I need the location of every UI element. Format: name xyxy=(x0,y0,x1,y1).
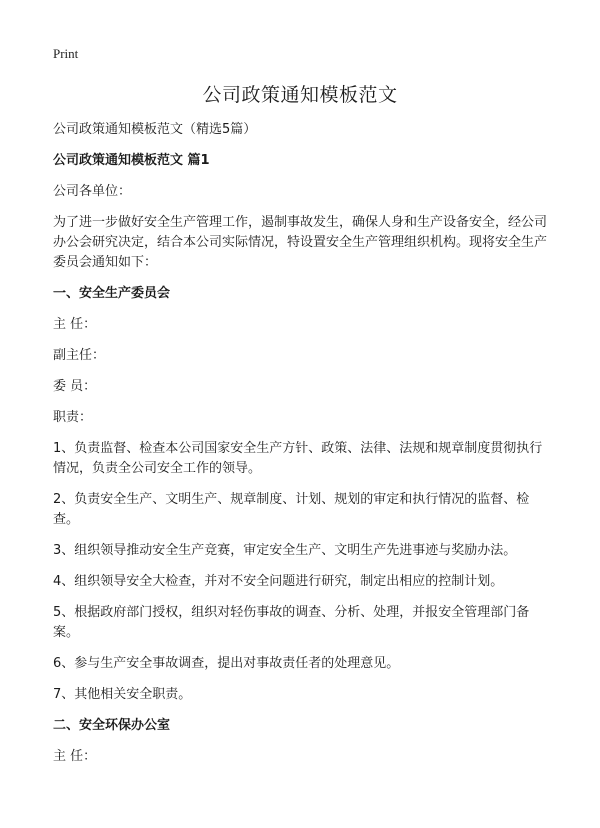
duty-item: 7、其他相关安全职责。 xyxy=(53,687,192,702)
page-title: 公司政策通知模板范文 xyxy=(202,84,398,106)
section-heading-committee: 一、安全生产委员会 xyxy=(53,286,171,301)
director-line: 主 任： xyxy=(53,317,97,332)
greeting: 公司各单位： xyxy=(53,184,132,199)
office-director-line: 主 任： xyxy=(53,749,97,764)
duty-item: 6、参与生产安全事故调查，提出对事故责任者的处理意见。 xyxy=(53,656,400,671)
document-subtitle: 公司政策通知模板范文（精选5篇） xyxy=(53,122,257,137)
intro-paragraph: 为了进一步做好安全生产管理工作，遏制事故发生，确保人身和生产设备安全，经公司办公会研究决定，结合本公司实际情况，特设置安全生产管理组织机构。现将安全生产委员会通知如下： xyxy=(53,215,548,270)
members-line: 委 员： xyxy=(53,379,97,394)
section-heading-office: 二、安全环保办公室 xyxy=(53,718,171,733)
article-heading: 公司政策通知模板范文 篇1 xyxy=(53,153,210,168)
duty-item: 3、组织领导推动安全生产竞赛，审定安全生产、文明生产先进事迹与奖励办法。 xyxy=(53,543,517,558)
duty-item: 2、负责安全生产、文明生产、规章制度、计划、规划的审定和执行情况的监督、检查。 xyxy=(53,492,530,527)
print-link[interactable]: Print xyxy=(53,46,79,61)
deputy-director-line: 副主任： xyxy=(53,348,106,363)
document-body xyxy=(53,120,550,767)
duty-item: 1、负责监督、检查本公司国家安全生产方针、政策、法律、法规和规章制度贯彻执行情况，负责全公司安全工作的领导。 xyxy=(53,441,543,476)
duties-label: 职责： xyxy=(53,410,93,425)
duty-item: 5、根据政府部门授权，组织对轻伤事故的调查、分析、处理，并报安全管理部门备案。 xyxy=(53,605,530,640)
duty-item: 4、组织领导安全大检查，并对不安全问题进行研究，制定出相应的控制计划。 xyxy=(53,574,504,589)
